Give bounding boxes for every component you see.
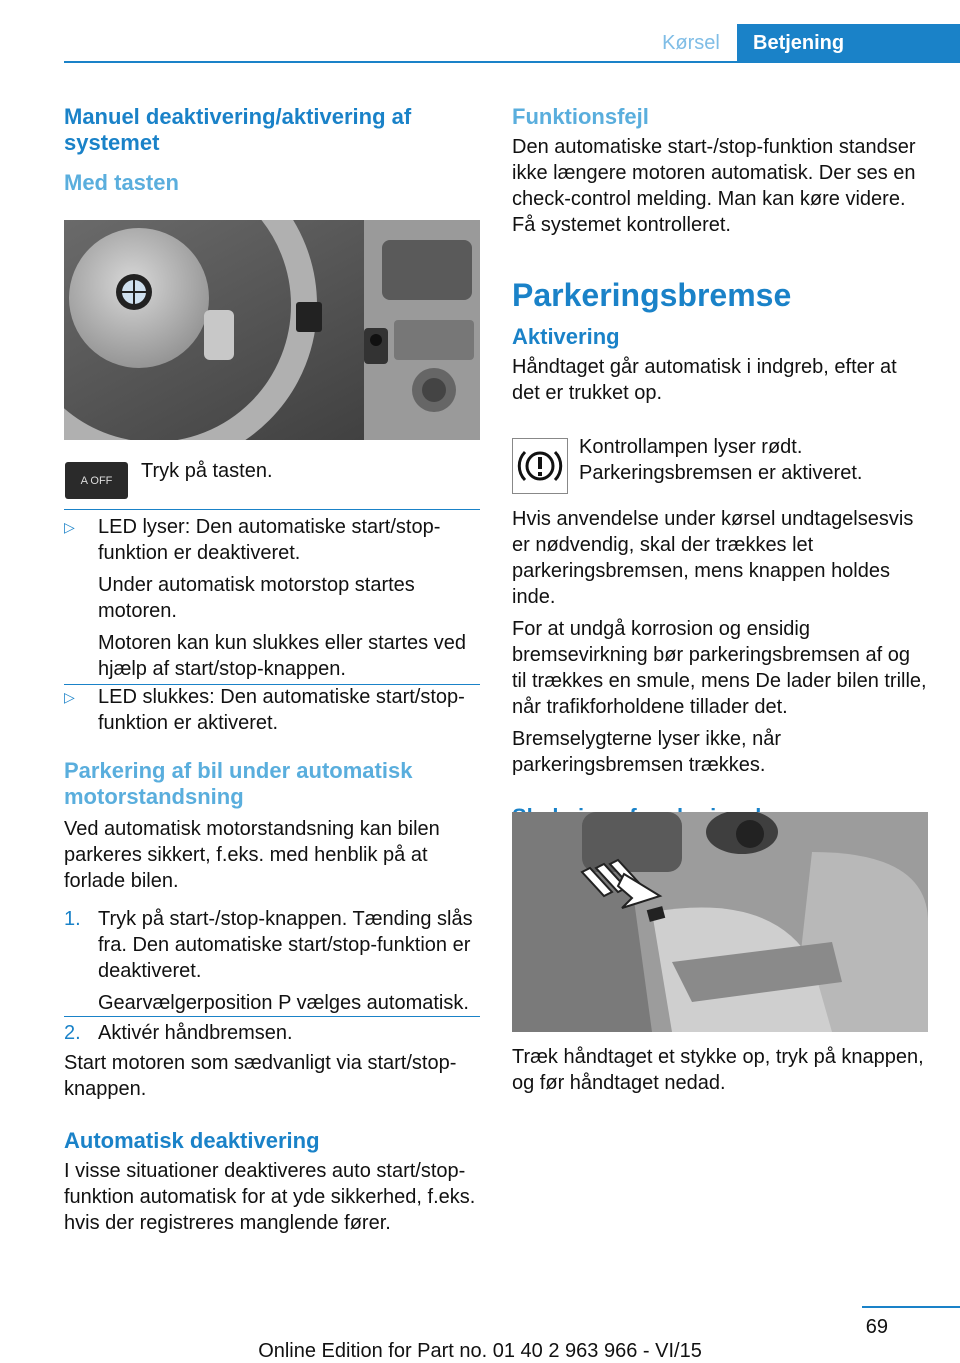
- auto-off-label: A OFF: [80, 474, 113, 487]
- page-number: 69: [865, 1316, 888, 1338]
- triangle-bullet-icon: ▷: [64, 689, 75, 705]
- steering-wheel-photo: [64, 220, 480, 440]
- heading-aktivering: Aktivering: [512, 324, 620, 349]
- aktivering-paragraph: Håndtaget går automatisk i indgreb, efter at det er trukket op.: [512, 356, 897, 404]
- paragraph-3: Bremselygterne lyser ikke, når parkeringsbremsen trækkes.: [512, 728, 781, 776]
- right-column-lower: [512, 506, 928, 830]
- heading-parking: Parkering af bil under automatisk motorstandsning: [64, 758, 413, 809]
- header-chapter-tab[interactable]: Betjening: [737, 24, 960, 62]
- parking-paragraph: Ved automatisk motorstandsning kan bilen parkeres sikkert, f.eks. med henblik på at forlade bilen.: [64, 818, 440, 892]
- list-item: 2. Aktivér håndbremsen.: [64, 1022, 293, 1044]
- list-item: 1. Tryk på start-/stop-knappen. Tænding slås fra. Den automatiske start/stop-funktion er deaktiveret. Gearvælgerposition P vælges automatisk.: [64, 908, 473, 1014]
- fejl-paragraph: Den automatiske start-/stop-funktion standser ikke længere motoren automatisk. Der ses en check-control melding. Man kan køre videre. Få systemet kontrolleret.: [512, 136, 916, 236]
- paragraph-2: For at undgå korrosion og ensidig bremsevirkning bør parkeringsbremsen af og til trækkes en smule, mens De lader bilen trille, når trafikforholdene tillader det.: [512, 618, 927, 718]
- step-number: 1.: [64, 908, 81, 930]
- left-bullets-2: [64, 684, 480, 736]
- heading-auto-deactivation: Automatisk deaktivering: [64, 1128, 320, 1153]
- header-section-tab[interactable]: Kørsel: [662, 32, 720, 54]
- lamp-text: Kontrollampen lyser rødt. Parkeringsbremsen er aktiveret.: [579, 436, 863, 484]
- parking-section: [64, 758, 480, 894]
- list-item: ▷ LED slukkes: Den automatiske start/stop-funktion er aktiveret.: [64, 686, 465, 734]
- left-column: [64, 104, 482, 196]
- parking-brake-warning-icon: [512, 438, 568, 494]
- list-item: ▷ LED lyser: Den automatiske start/stop-funktion er deaktiveret. Under automatisk motorstop startes motoren. Motoren kan kun slukkes eller startes ved hjælp af start/stop-knappen.: [64, 516, 466, 680]
- auto-paragraph: I visse situationer deaktiveres auto start/stop-funktion automatisk for at yde sikkerhed, f.eks. hvis der registreres manglende fører.: [64, 1160, 476, 1234]
- auto-off-button-icon: [65, 462, 128, 499]
- handbrake-photo: [512, 812, 928, 1032]
- start-section: [64, 1050, 480, 1236]
- triangle-bullet-icon: ▷: [64, 519, 75, 535]
- step-number: 2.: [64, 1022, 81, 1044]
- steps-list: [64, 906, 480, 1016]
- heading-fejl: Funktionsfejl: [512, 104, 649, 129]
- right-column: [512, 104, 928, 406]
- heading-med-tasten: Med tasten: [64, 170, 179, 195]
- paragraph-1: Hvis anvendelse under kørsel undtagelsesvis er nødvendig, skal der trækkes let parkeringsbremsen, mens knappen holdes inde.: [512, 508, 914, 608]
- press-button-text: Tryk på tasten.: [141, 460, 273, 482]
- footer-rule: [862, 1306, 960, 1308]
- edition-text: Online Edition for Part no. 01 40 2 963 966 - VI/15: [258, 1340, 702, 1362]
- steps-list-2: [64, 1020, 480, 1046]
- heading-parkbrake: Parkeringsbremse: [512, 277, 792, 313]
- divider-steps: [64, 1016, 480, 1017]
- release-paragraph: Træk håndtaget et stykke op, tryk på knappen, og før håndtaget nedad.: [512, 1046, 924, 1094]
- header-rule: [64, 61, 960, 63]
- heading-manual: Manuel deaktivering/aktivering af systemet: [64, 104, 412, 155]
- left-bullets: [64, 514, 480, 682]
- divider-top: [64, 509, 480, 510]
- start-paragraph: Start motoren som sædvanligt via start/stop-knappen.: [64, 1052, 457, 1100]
